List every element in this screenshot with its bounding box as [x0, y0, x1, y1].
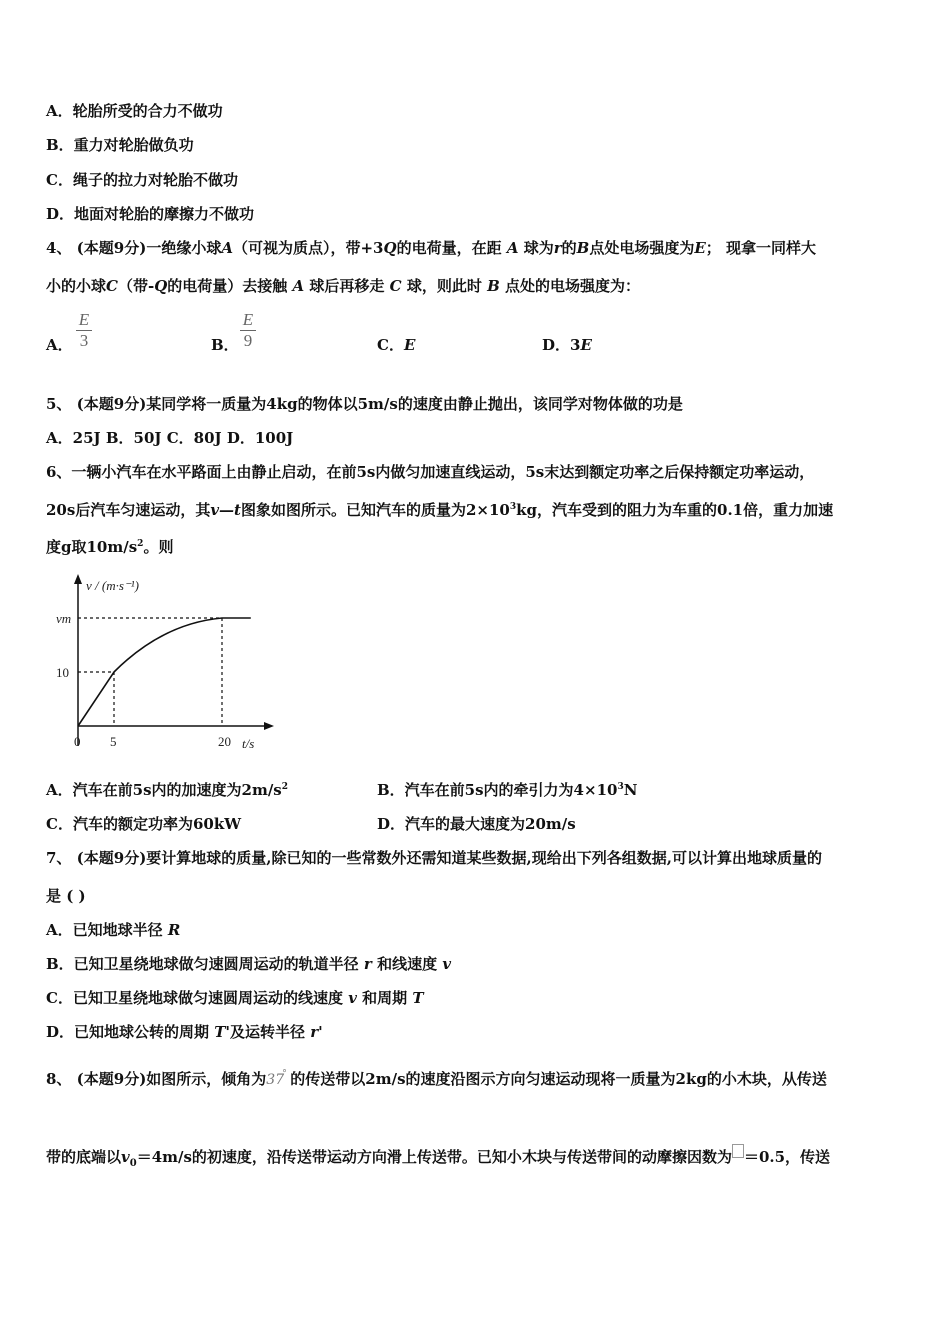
q7-stem-line1: 7、 (本题9分)要计算地球的质量,除已知的一些常数外还需知道某些数据,现给出下列各组数据,可以计算出地球质量的 — [46, 849, 822, 867]
q4-option-d: D．3E — [542, 336, 592, 354]
q5-stem: 5、 (本题9分)某同学将一质量为4kg的物体以5m/s的速度由静止抛出，该同学对物体做的功是 — [46, 395, 683, 413]
q8-stem-line1: 8、 (本题9分)如图所示，倾角为 37 ° 的传送带以2m/s的速度沿图示方向匀速运动现将一质量为2kg的小木块，从传送 — [46, 1069, 827, 1089]
q4-option-b-fraction: E 9 — [240, 310, 256, 351]
q6-option-b: B．汽车在前5s内的牵引力为$4\times 10^3N$ — [377, 781, 638, 799]
x-axis-arrow — [264, 722, 274, 730]
angle-degree: ° — [282, 1069, 287, 1079]
x-axis-label: t/s — [242, 736, 255, 751]
q3-option-c: C．绳子的拉力对轮胎不做功 — [46, 171, 238, 189]
vt-graph — [46, 568, 278, 758]
y-axis-arrow — [74, 574, 82, 584]
x-tick-label: 20 — [218, 734, 231, 749]
q7-option-c: C．已知卫星绕地球做匀速圆周运动的线速度 v 和周期 T — [46, 989, 424, 1007]
x-tick-label: 0 — [74, 734, 81, 749]
q4-option-a-fraction: E 3 — [76, 310, 92, 351]
q6-option-a: A．汽车在前5s内的加速度为$2m/s^2$ — [46, 781, 289, 799]
q6-stem-line3: 度g取$10m/s^2$。则 — [46, 538, 174, 556]
q7-option-b: B．已知卫星绕地球做匀速圆周运动的轨道半径 r 和线速度 v — [46, 955, 452, 973]
q3-option-b: B．重力对轮胎做负功 — [46, 136, 194, 154]
x-tick-label: 5 — [110, 734, 117, 749]
q8-stem-line2: 带的底端以$v_0=4m/s$的初速度，沿传送带运动方向滑上传送带。已知小木块与传送带间的动摩擦因数为 ＝0.5，传送 — [46, 1144, 830, 1174]
q4-stem-line2: 小的小球C（带-Q的电荷量）去接触 A 球后再移走 C 球，则此时 B 点处的电场强度为： — [46, 277, 641, 295]
mu-symbol-box — [732, 1144, 744, 1158]
q3-option-a: A．轮胎所受的合力不做功 — [46, 102, 223, 120]
y-tick-label: vm — [56, 611, 72, 626]
q6-option-c: C．汽车的额定功率为60kW — [46, 815, 242, 833]
q4-option-b-label: B． — [211, 336, 239, 354]
q6-stem-line1: 6、一辆小汽车在水平路面上由静止启动，在前5s内做匀加速直线运动，5s末达到额定功率之后保持额定功率运动， — [46, 463, 815, 481]
q4-option-c: C．E — [377, 336, 416, 354]
angle-value: 37 — [266, 1072, 285, 1088]
q6-option-d: D．汽车的最大速度为20m/s — [377, 815, 576, 833]
q5-options: A．25J B．50J C．80J D．100J — [46, 429, 294, 447]
q4-option-a-label: A． — [46, 336, 73, 354]
y-tick-label: 10 — [56, 665, 69, 680]
y-axis-label: v / (m·s⁻¹) — [86, 578, 139, 593]
q7-stem-line2: 是 ( ) — [46, 887, 86, 905]
q6-stem-line2: 20s后汽车匀速运动，其v—t图象如图所示。已知汽车的质量为$2\times 10^3kg$，汽车受到的阻力为车重的0.1倍，重力加速 — [46, 501, 834, 519]
q7-option-a: A．已知地球半径 R — [46, 921, 181, 939]
q3-option-d: D．地面对轮胎的摩擦力不做功 — [46, 205, 255, 223]
q7-option-d: D．已知地球公转的周期 T'及运转半径 r' — [46, 1023, 323, 1041]
q4-stem-line1: 4、 (本题9分)一绝缘小球A（可视为质点），带+3Q的电荷量，在距 A 球为r的B点处电场强度为E； 现拿一同样大 — [46, 239, 816, 257]
